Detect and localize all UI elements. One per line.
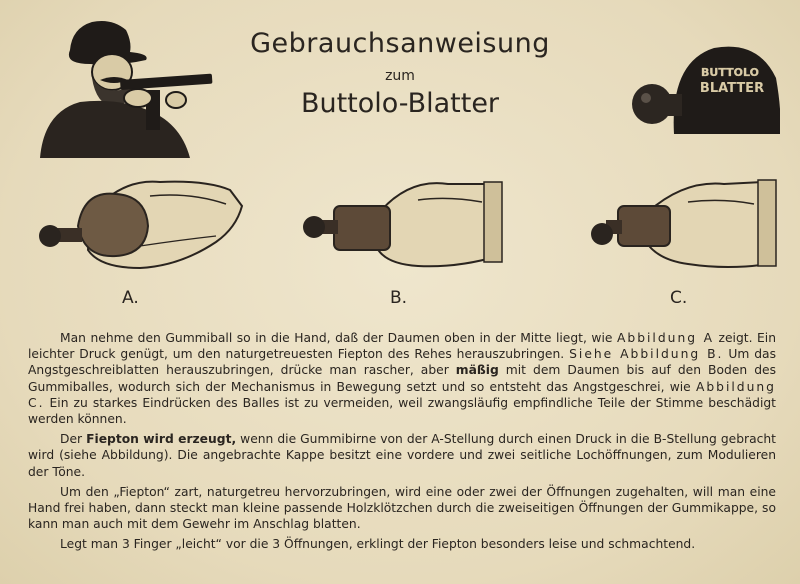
hand-figure-b — [298, 176, 508, 276]
instructions-paragraph-3: Um den „Fiepton“ zart, naturgetreu hervorzubringen, wird eine oder zwei der Öffnungen zugehalten, will man eine Hand frei haben, dann steckt man kleine passende Holzklötzchen durch die zweiseitigen Öffnungen der Gummikappe, so kann man auch mit dem Gewehr im Anschlag blatten. — [28, 484, 776, 532]
title-block — [240, 28, 560, 119]
figure-reference: Abbildung C. — [28, 379, 776, 410]
figure-reference: Abbildung A — [616, 331, 714, 345]
product-label-line2: BLATTER — [699, 81, 765, 96]
emphasis-text: mäßig — [455, 363, 499, 378]
text-span: Ein zu starkes Eindrücken des Balles ist zu vermeiden, weil zwangsläufig empfindliche Teile der Stimme beschädigt werden können. — [28, 395, 776, 427]
instructions-paragraph-2 — [28, 431, 776, 480]
hand-figure-a — [30, 176, 245, 276]
text-span: mit dem Daumen bis auf den Boden des Gummiballes, wodurch sich der Mechanismus in Bewegung setzt und so entsteht das Angstgeschrei, wie — [28, 363, 776, 394]
product-illustration — [630, 42, 780, 134]
figure-label-c: C. — [670, 288, 688, 308]
instructions-paragraph-1 — [28, 330, 776, 427]
text-span: zeigt. Ein leichter Druck genügt, um den naturgetreuesten Fiepton des Rehes herauszubringen. — [28, 331, 776, 362]
instructions-text — [28, 330, 776, 557]
hand-figure-c — [588, 176, 784, 276]
instructions-paragraph-4: Legt man 3 Finger „leicht“ vor die 3 Öffnungen, erklingt der Fiepton besonders leise und schmachtend. — [60, 537, 696, 552]
text-span: Man nehme den Gummiball so in die Hand, daß der Daumen oben in der Mitte liegt, wie — [60, 331, 617, 345]
product-name: Buttolo-Blatter — [300, 88, 500, 119]
emphasis-text: Fiepton wird erzeugt, — [86, 432, 237, 447]
title-connector: zum — [385, 68, 415, 84]
text-span: Der — [60, 432, 87, 447]
text-span: wenn die Gummibirne von der A-Stellung durch einen Druck in die B-Stellung gebracht wird (siehe Abbildung). Die angebrachte Kappe besitzt eine vordere und zwei seitliche Lochöffnungen, zum Modulieren der Töne. — [28, 432, 777, 479]
figure-label-b: B. — [390, 288, 408, 308]
page-title: Gebrauchsanweisung — [250, 28, 550, 59]
hunter-illustration — [30, 8, 215, 158]
text-span: Um das Angstgeschreiblatten herauszubringen, drücke man rascher, aber — [28, 347, 776, 378]
product-label-line1: BUTTOLO — [701, 66, 759, 79]
figure-label-a: A. — [122, 288, 139, 308]
figure-reference: Siehe Abbildung B. — [569, 347, 724, 362]
